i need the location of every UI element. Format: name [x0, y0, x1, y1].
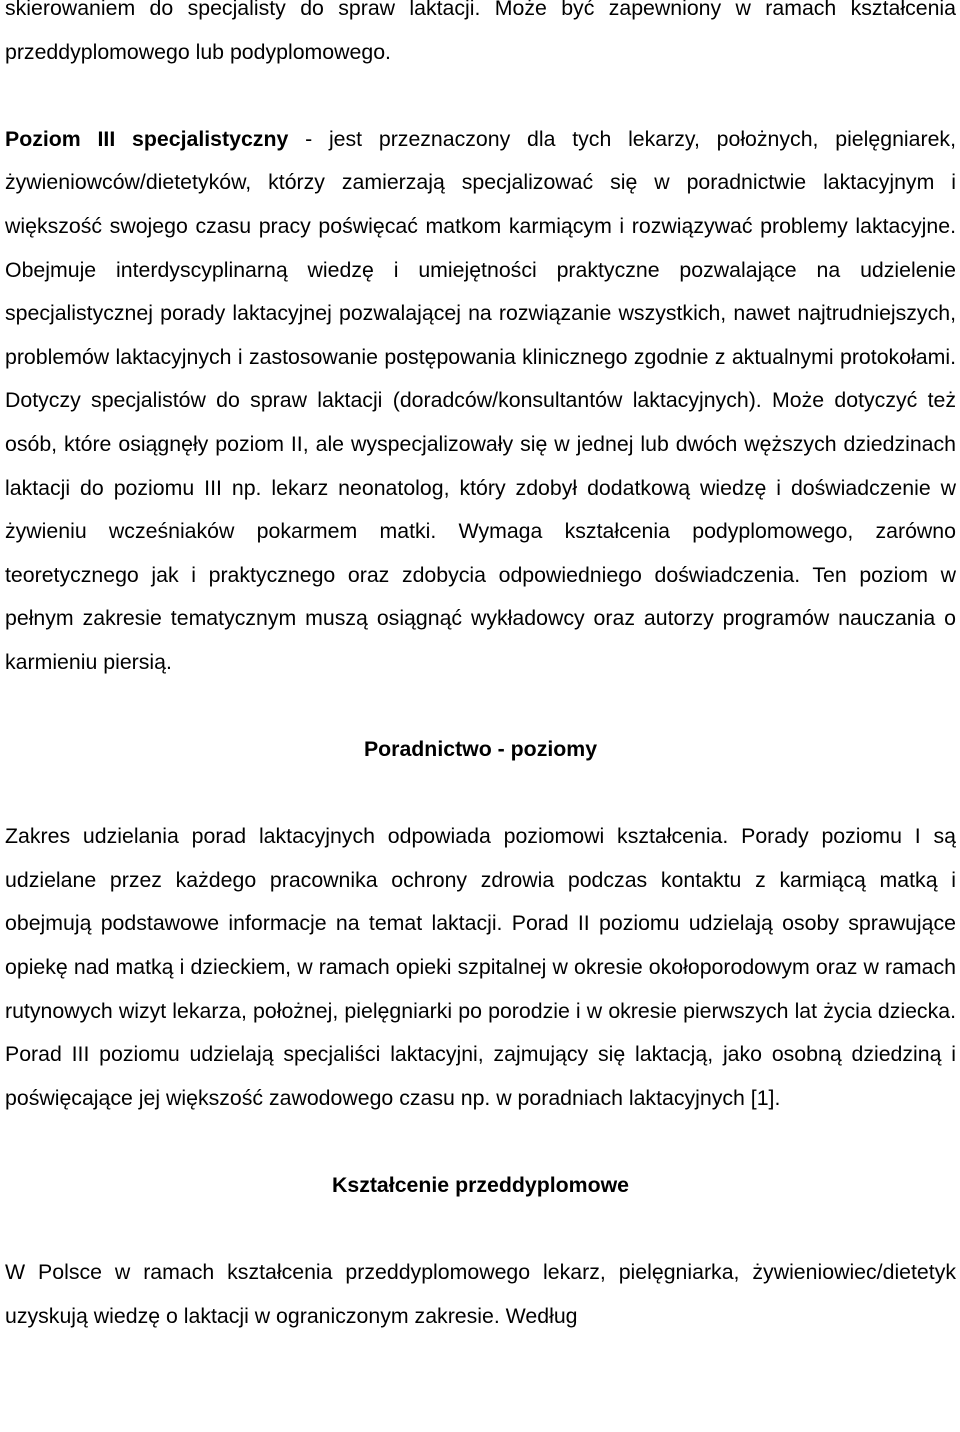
document-page	[5, 0, 956, 1338]
section-heading-counselling: Poradnictwo - poziomy	[363, 737, 598, 762]
level-3-lead: Poziom III specjalistyczny	[5, 126, 289, 151]
paragraph-gap	[5, 1120, 956, 1164]
paragraph-top: skierowaniem do specjalisty do spraw laktacji. Może być zapewniony w ramach kształcenia przeddyplomowego lub podyplomowego.	[5, 0, 956, 64]
paragraph-gap	[5, 1208, 956, 1252]
paragraph-counselling: Zakres udzielania porad laktacyjnych odpowiada poziomowi kształcenia. Porady poziomu I są udzielane przez każdego pracownika ochrony zdrowia podczas kontaktu z karmiącą matką i obejmują podstawowe informacje na temat laktacji. Porad II poziomu udzielają osoby sprawujące opiekę nad matką i dzieckiem, w ramach opieki szpitalnej w okresie okołoporodowym oraz w ramach rutynowych wizyt lekarza, położnej, pielęgniarki po porodzie i w okresie pierwszych lat życia dziecka. Porad III poziomu udzielają specjaliści laktacyjni, zajmujący się laktacją, jako osobną dziedziną i poświęcające jej większość zawodowego czasu np. w poradniach laktacyjnych [1].	[5, 824, 956, 1110]
paragraph-gap	[5, 772, 956, 816]
section-heading-education: Kształcenie przeddyplomowe	[331, 1173, 630, 1198]
paragraph-gap	[5, 74, 956, 118]
paragraph-level-3	[5, 118, 956, 685]
paragraph-gap	[5, 685, 956, 729]
level-3-body: - jest przeznaczony dla tych lekarzy, położnych, pielęgniarek, żywieniowców/dietetyków, którzy zamierzają specjalizować się w poradnictwie laktacyjnym i większość swojego czasu pracy poświęcać matkom karmiącym i rozwiązywać problemy laktacyjne. Obejmuje interdyscyplinarną wiedzę i umiejętności praktyczne pozwalające na udzielenie specjalistycznej porady laktacyjnej pozwalającej na rozwiązanie wszystkich, nawet najtrudniejszych, problemów laktacyjnych i zastosowanie postępowania klinicznego zgodnie z aktualnymi protokołami. Dotyczy specjalistów do spraw laktacji (doradców/konsultantów laktacyjnych). Może dotyczyć też osób, które osiągnęły poziom II, ale wyspecjalizowały się w jednej lub dwóch węższych dziedzinach laktacji do poziomu III np. lekarz neonatolog, który zdobył dodatkową wiedzę i doświadczenie w żywieniu wcześniaków pokarmem matki. Wymaga kształcenia podyplomowego, zarówno teoretycznego jak i praktycznego oraz zdobycia odpowiedniego doświadczenia. Ten poziom w pełnym zakresie tematycznym muszą osiągnąć wykładowcy oraz autorzy programów nauczania o karmieniu piersią.	[5, 126, 956, 674]
paragraph-education: W Polsce w ramach kształcenia przeddyplomowego lekarz, pielęgniarka, żywieniowiec/dietetyk uzyskują wiedzę o laktacji w ograniczonym zakresie. Według	[5, 1260, 956, 1328]
